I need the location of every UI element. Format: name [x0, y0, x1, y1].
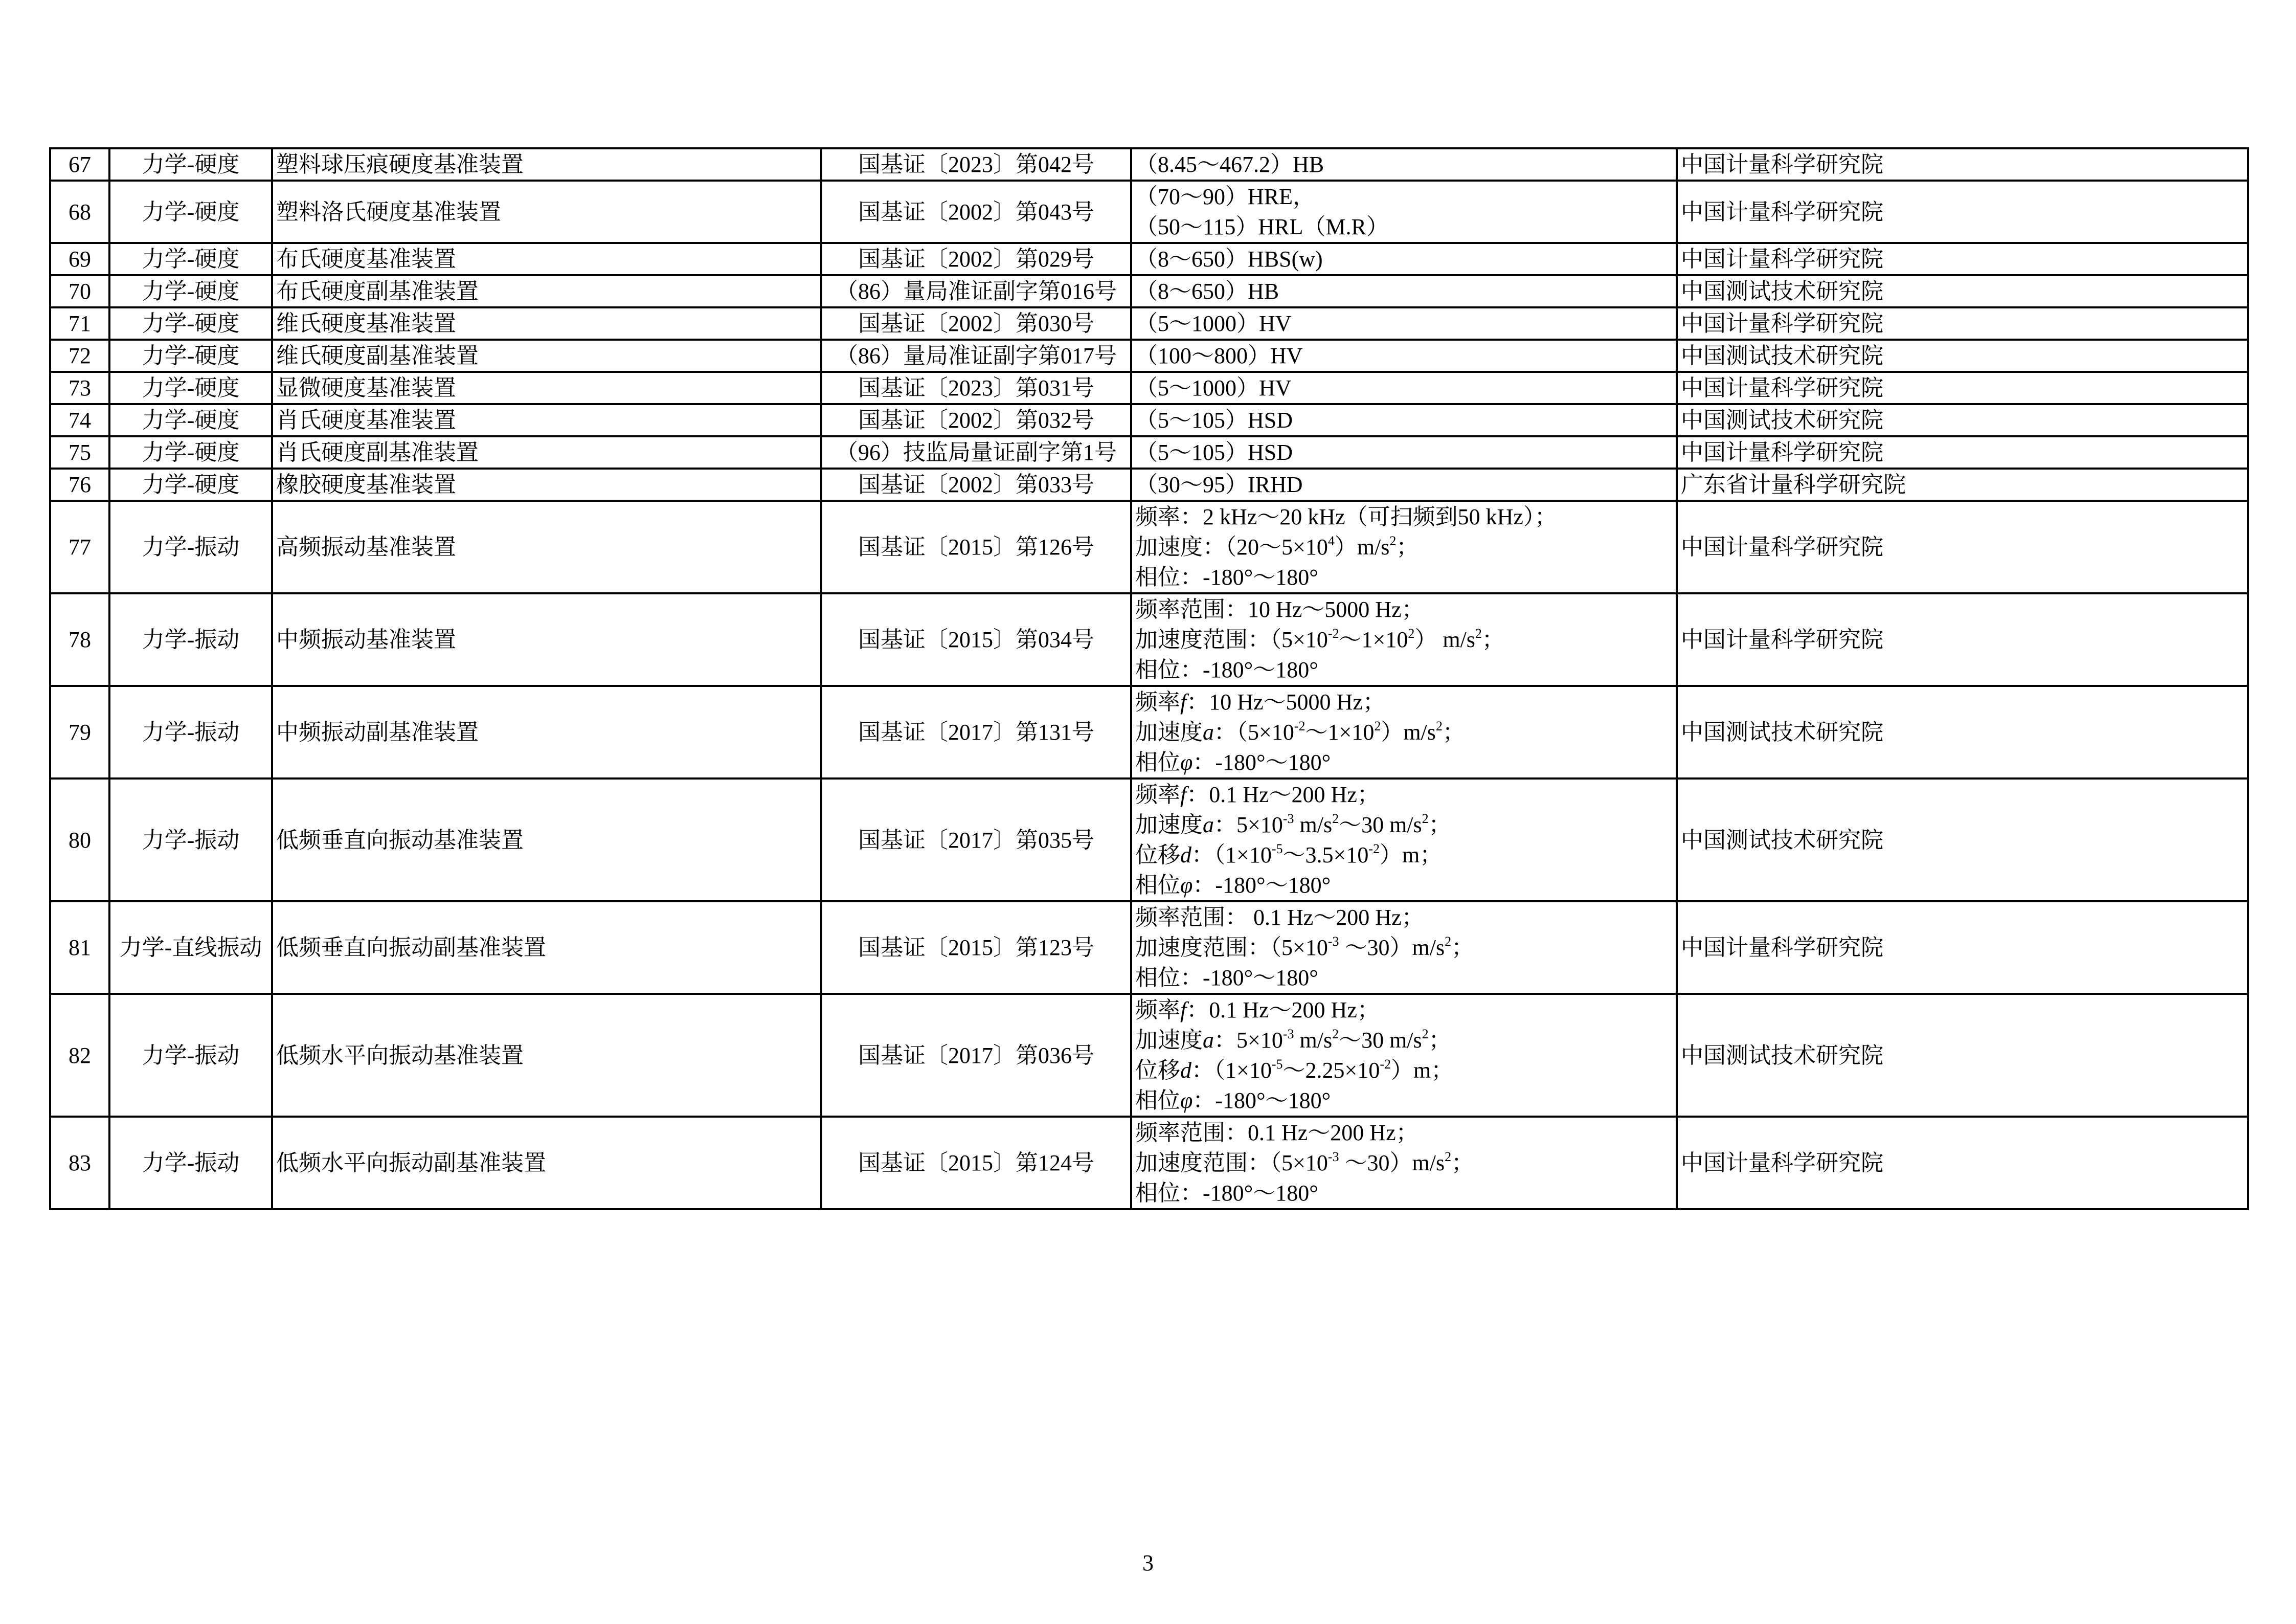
- device-name-cell: 中频振动副基准装置: [272, 686, 821, 778]
- range-line: 频率f：0.1 Hz～200 Hz；: [1135, 782, 1380, 807]
- device-name-cell: 肖氏硬度副基准装置: [272, 436, 821, 469]
- table-row: [50, 501, 2248, 593]
- measurement-range-cell: [1131, 181, 1677, 243]
- table-row: [50, 372, 2248, 404]
- measurement-range-cell: [1131, 469, 1677, 501]
- category-cell: 力学-硬度: [109, 307, 272, 340]
- row-number: 68: [50, 181, 109, 243]
- certificate-cell: （86）量局准证副字第017号: [821, 340, 1131, 372]
- range-line: 加速度范围：$(5\times 10^{-2}\sim 1\times 10^2)$ $m/s^2$；: [1135, 626, 1504, 652]
- range-line: （8～650）HB: [1135, 279, 1279, 304]
- table-row: [50, 404, 2248, 436]
- range-line: 加速度：$(20\sim 5\times 10^4)m/s^2$；: [1135, 533, 1419, 560]
- row-number: 67: [50, 148, 109, 181]
- institution-cell: 中国计量科学研究院: [1677, 501, 2248, 593]
- row-number: 75: [50, 436, 109, 469]
- table-body: [50, 148, 2248, 1209]
- category-cell: 力学-振动: [109, 1117, 272, 1209]
- range-line: 加速度a：$5\times 10^{-3}$ $m/s^2\sim 30$ $m/s^2$；: [1135, 811, 1451, 837]
- range-line: （30～95）IRHD: [1135, 472, 1303, 497]
- range-line: 频率范围：10 Hz～5000 Hz；: [1135, 597, 1424, 622]
- category-cell: 力学-硬度: [109, 436, 272, 469]
- institution-cell: 中国计量科学研究院: [1677, 148, 2248, 181]
- institution-cell: 中国测试技术研究院: [1677, 340, 2248, 372]
- range-line: 相位φ：-180°～180°: [1135, 750, 1331, 775]
- institution-cell: 中国计量科学研究院: [1677, 901, 2248, 994]
- device-name-cell: 高频振动基准装置: [272, 501, 821, 593]
- device-name-cell: 布氏硬度副基准装置: [272, 275, 821, 307]
- category-cell: 力学-振动: [109, 593, 272, 686]
- page-number: 3: [1142, 1550, 1154, 1575]
- range-line: （100～800）HV: [1135, 343, 1303, 368]
- table-row: [50, 469, 2248, 501]
- certificate-cell: 国基证〔2002〕第033号: [821, 469, 1131, 501]
- category-cell: 力学-硬度: [109, 340, 272, 372]
- range-line: 相位：-180°～180°: [1135, 965, 1318, 990]
- institution-cell: 中国计量科学研究院: [1677, 181, 2248, 243]
- measurement-range-cell: [1131, 243, 1677, 275]
- range-line: 相位φ：-180°～180°: [1135, 1088, 1331, 1113]
- table-row: [50, 275, 2248, 307]
- category-cell: 力学-硬度: [109, 404, 272, 436]
- range-line: （5～1000）HV: [1135, 311, 1292, 336]
- measurement-range-cell: [1131, 148, 1677, 181]
- measurement-range-cell: [1131, 275, 1677, 307]
- device-name-cell: 肖氏硬度基准装置: [272, 404, 821, 436]
- device-name-cell: 维氏硬度基准装置: [272, 307, 821, 340]
- category-cell: 力学-硬度: [109, 148, 272, 181]
- row-number: 82: [50, 994, 109, 1117]
- row-number: 83: [50, 1117, 109, 1209]
- device-name-cell: 低频垂直向振动副基准装置: [272, 901, 821, 994]
- table-row: [50, 181, 2248, 243]
- row-number: 71: [50, 307, 109, 340]
- institution-cell: 中国计量科学研究院: [1677, 243, 2248, 275]
- range-line: 相位φ：-180°～180°: [1135, 873, 1331, 898]
- certificate-cell: （86）量局准证副字第016号: [821, 275, 1131, 307]
- institution-cell: 中国计量科学研究院: [1677, 1117, 2248, 1209]
- table-row: [50, 901, 2248, 994]
- range-line: （70～90）HRE，: [1135, 184, 1315, 209]
- measurement-range-cell: [1131, 778, 1677, 901]
- range-line: 加速度a：$5\times 10^{-3}$ $m/s^2\sim 30$ $m/s^2$；: [1135, 1027, 1451, 1053]
- institution-cell: 广东省计量科学研究院: [1677, 469, 2248, 501]
- standards-table: [49, 147, 2249, 1210]
- category-cell: 力学-硬度: [109, 243, 272, 275]
- range-line: （8～650）HBS(w): [1135, 247, 1323, 272]
- certificate-cell: 国基证〔2002〕第029号: [821, 243, 1131, 275]
- measurement-range-cell: [1131, 501, 1677, 593]
- measurement-range-cell: [1131, 340, 1677, 372]
- range-line: 加速度a：$(5\times 10^{-2}\sim 1\times 10^2)m/s^2$；: [1135, 719, 1465, 745]
- table-row: [50, 243, 2248, 275]
- device-name-cell: 低频水平向振动副基准装置: [272, 1117, 821, 1209]
- range-line: 频率范围：0.1 Hz～200 Hz；: [1135, 1120, 1419, 1145]
- range-line: 加速度范围：（$5\times 10^{-3}$ $\sim 30)m/s^2$；: [1135, 1149, 1474, 1175]
- institution-cell: 中国测试技术研究院: [1677, 686, 2248, 778]
- table-row: [50, 686, 2248, 778]
- row-number: 72: [50, 340, 109, 372]
- row-number: 80: [50, 778, 109, 901]
- certificate-cell: 国基证〔2023〕第042号: [821, 148, 1131, 181]
- certificate-cell: （96）技监局量证副字第1号: [821, 436, 1131, 469]
- measurement-range-cell: [1131, 436, 1677, 469]
- row-number: 70: [50, 275, 109, 307]
- row-number: 79: [50, 686, 109, 778]
- table-row: [50, 994, 2248, 1117]
- row-number: 77: [50, 501, 109, 593]
- range-line: （5～105）HSD: [1135, 408, 1293, 433]
- range-line: 频率f：10 Hz～5000 Hz；: [1135, 689, 1385, 715]
- measurement-range-cell: [1131, 404, 1677, 436]
- device-name-cell: 塑料洛氏硬度基准装置: [272, 181, 821, 243]
- certificate-cell: 国基证〔2002〕第043号: [821, 181, 1131, 243]
- category-cell: 力学-振动: [109, 686, 272, 778]
- institution-cell: 中国计量科学研究院: [1677, 372, 2248, 404]
- measurement-range-cell: [1131, 1117, 1677, 1209]
- device-name-cell: 维氏硬度副基准装置: [272, 340, 821, 372]
- row-number: 74: [50, 404, 109, 436]
- range-line: 频率：2 kHz～20 kHz（可扫频到50 kHz）；: [1135, 504, 1557, 529]
- certificate-cell: 国基证〔2015〕第126号: [821, 501, 1131, 593]
- device-name-cell: 低频水平向振动基准装置: [272, 994, 821, 1117]
- row-number: 69: [50, 243, 109, 275]
- measurement-range-cell: [1131, 372, 1677, 404]
- measurement-range-cell: [1131, 994, 1677, 1117]
- range-line: 位移d：$(1\times 10^{-5}\sim 3.5\times 10^{-2})m$；: [1135, 841, 1443, 867]
- row-number: 78: [50, 593, 109, 686]
- measurement-range-cell: [1131, 686, 1677, 778]
- category-cell: 力学-振动: [109, 994, 272, 1117]
- table-row: [50, 307, 2248, 340]
- institution-cell: 中国测试技术研究院: [1677, 778, 2248, 901]
- range-line: 加速度范围：（$5\times 10^{-3}$ $\sim 30)m/s^2$；: [1135, 934, 1474, 960]
- table-row: [50, 148, 2248, 181]
- institution-cell: 中国计量科学研究院: [1677, 436, 2248, 469]
- certificate-cell: 国基证〔2023〕第031号: [821, 372, 1131, 404]
- category-cell: 力学-振动: [109, 778, 272, 901]
- institution-cell: 中国计量科学研究院: [1677, 307, 2248, 340]
- certificate-cell: 国基证〔2017〕第131号: [821, 686, 1131, 778]
- certificate-cell: 国基证〔2015〕第034号: [821, 593, 1131, 686]
- table-row: [50, 436, 2248, 469]
- range-line: 位移d：$(1\times 10^{-5}\sim 2.25\times 10^{-2})m$；: [1135, 1057, 1454, 1083]
- institution-cell: 中国测试技术研究院: [1677, 404, 2248, 436]
- table-row: [50, 593, 2248, 686]
- device-name-cell: 布氏硬度基准装置: [272, 243, 821, 275]
- category-cell: 力学-硬度: [109, 372, 272, 404]
- certificate-cell: 国基证〔2015〕第123号: [821, 901, 1131, 994]
- row-number: 76: [50, 469, 109, 501]
- device-name-cell: 低频垂直向振动基准装置: [272, 778, 821, 901]
- institution-cell: 中国测试技术研究院: [1677, 275, 2248, 307]
- certificate-cell: 国基证〔2017〕第036号: [821, 994, 1131, 1117]
- certificate-cell: 国基证〔2002〕第030号: [821, 307, 1131, 340]
- table-row: [50, 340, 2248, 372]
- range-line: （5～1000）HV: [1135, 375, 1292, 401]
- category-cell: 力学-硬度: [109, 181, 272, 243]
- measurement-range-cell: [1131, 593, 1677, 686]
- institution-cell: 中国测试技术研究院: [1677, 994, 2248, 1117]
- range-line: 频率范围： 0.1 Hz～200 Hz；: [1135, 905, 1424, 930]
- table-row: [50, 1117, 2248, 1209]
- row-number: 73: [50, 372, 109, 404]
- category-cell: 力学-振动: [109, 501, 272, 593]
- measurement-range-cell: [1131, 307, 1677, 340]
- institution-cell: 中国计量科学研究院: [1677, 593, 2248, 686]
- certificate-cell: 国基证〔2015〕第124号: [821, 1117, 1131, 1209]
- row-number: 81: [50, 901, 109, 994]
- range-line: 相位：-180°～180°: [1135, 657, 1318, 682]
- category-cell: 力学-硬度: [109, 275, 272, 307]
- measurement-range-cell: [1131, 901, 1677, 994]
- range-line: 频率f：0.1 Hz～200 Hz；: [1135, 997, 1380, 1022]
- certificate-cell: 国基证〔2002〕第032号: [821, 404, 1131, 436]
- category-cell: 力学-直线振动: [109, 901, 272, 994]
- category-cell: 力学-硬度: [109, 469, 272, 501]
- range-line: 相位：-180°～180°: [1135, 565, 1318, 590]
- table-row: [50, 778, 2248, 901]
- range-line: （50～115）HRL（M.R）: [1135, 214, 1389, 239]
- device-name-cell: 塑料球压痕硬度基准装置: [272, 148, 821, 181]
- range-line: 相位：-180°～180°: [1135, 1181, 1318, 1206]
- device-name-cell: 橡胶硬度基准装置: [272, 469, 821, 501]
- device-name-cell: 中频振动基准装置: [272, 593, 821, 686]
- device-name-cell: 显微硬度基准装置: [272, 372, 821, 404]
- range-line: （5～105）HSD: [1135, 440, 1293, 465]
- range-line: （8.45～467.2）HB: [1135, 152, 1324, 177]
- certificate-cell: 国基证〔2017〕第035号: [821, 778, 1131, 901]
